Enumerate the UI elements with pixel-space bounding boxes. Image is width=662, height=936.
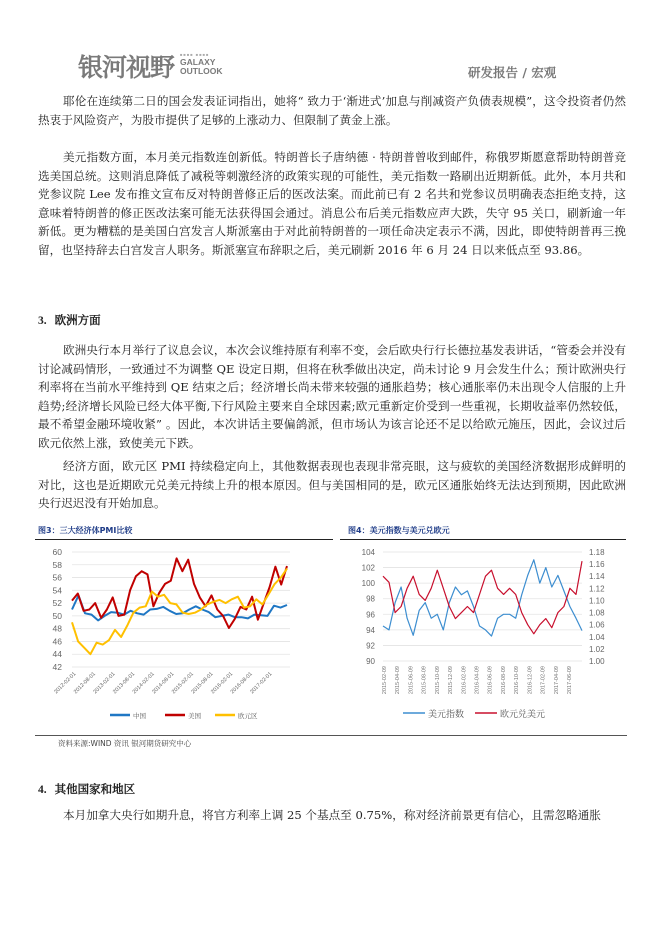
x-tick-label: 2016-08-09: [500, 666, 507, 695]
legend-label: 欧元区: [238, 713, 258, 720]
x-tick-label: 2015-10-09: [434, 666, 441, 695]
logo-english: GALAXY OUTLOOK: [180, 57, 223, 76]
paragraph-canada: 本月加拿大央行如期升息，将官方利率上调 25 个基点至 0.75%，称对经济前景更有信心，且需忽略通胀: [63, 808, 601, 822]
y-right-tick-label: 1.12: [589, 584, 605, 594]
y-right-tick-label: 1.00: [589, 657, 605, 666]
y-right-tick-label: 1.06: [589, 620, 605, 630]
y-tick-label: 50: [52, 610, 62, 621]
series-line: [72, 558, 287, 628]
x-tick-label: 2016-08-01: [229, 671, 254, 696]
y-tick-label: 54: [52, 585, 62, 596]
y-left-tick-label: 98: [366, 594, 375, 604]
x-tick-label: 2013-02-01: [92, 671, 117, 696]
section-heading-europe: 3. 欧洲方面: [38, 313, 101, 327]
y-right-tick-label: 1.10: [589, 596, 605, 606]
y-right-tick-label: 1.16: [589, 560, 605, 570]
y-right-tick-label: 1.14: [589, 572, 605, 582]
x-tick-label: 2016-04-09: [474, 666, 481, 695]
x-tick-label: 2017-04-09: [553, 666, 560, 695]
x-tick-label: 2017-02-09: [540, 666, 547, 695]
x-tick-label: 2016-06-09: [487, 666, 494, 695]
y-left-tick-label: 94: [366, 625, 375, 635]
source-note: 资料来源:WIND 资讯 银河期货研究中心: [58, 739, 192, 748]
x-tick-label: 2016-10-09: [514, 666, 521, 695]
x-tick-label: 2013-08-01: [112, 671, 137, 696]
y-tick-label: 42: [52, 662, 62, 672]
source-rule: [35, 735, 627, 736]
x-tick-label: 2016-02-09: [461, 666, 468, 695]
y-right-tick-label: 1.04: [589, 632, 605, 642]
x-tick-label: 2015-06-09: [408, 666, 415, 695]
y-left-tick-label: 104: [361, 548, 375, 557]
legend-label: 美元指数: [428, 709, 465, 719]
legend-label: 美国: [188, 713, 201, 720]
x-tick-label: 2017-06-09: [567, 666, 573, 695]
y-tick-label: 48: [52, 623, 62, 634]
x-tick-label: 2016-12-09: [527, 666, 534, 695]
y-left-tick-label: 92: [366, 641, 375, 651]
y-tick-label: 44: [52, 649, 62, 660]
x-tick-label: 2012-02-01: [53, 671, 78, 696]
series-line: [383, 561, 582, 634]
y-tick-label: 58: [52, 559, 62, 570]
chart-pmi-comparison: [35, 540, 330, 730]
chart2-title: 图4：美元指数与美元兑欧元: [348, 526, 450, 535]
x-tick-label: 2015-12-09: [448, 666, 455, 695]
x-tick-label: 2015-08-09: [421, 666, 428, 695]
y-tick-label: 52: [52, 598, 62, 609]
paragraph-dollar-index: 美元指数方面，本月美元指数连创新低。特朗普长子唐纳德 · 特朗普曾收到邮件，称俄罗斯愿意帮助特朗普竞选美国总统。这则消息降低了减税等刺激经济的政策实现的可能性，美元指数一路刷出近期新低。此外，本月共和党参议院 Lee 发布推文宣布反对特朗普修正后的医改法案。而此前已有 2 名共和党参议员明确表态拒绝支持，这意味着特朗普的修正医改法案可能无法获得国会通过。消息公布后美元指数应声大跌，失守 95 关口，刷新逾一年新低。更为糟糕的是美国白宫发言人斯派塞由于对此前特朗普的一项任命决定表示不满，因此，即使特朗普再三挽留，也坚持辞去白宫发言人职务。斯派塞宣布辞职之后，美元刷新 2016 年 6 月 24 日以来低点至 93.86。: [38, 150, 626, 257]
x-tick-label: 2015-02-01: [170, 671, 196, 696]
paragraph-ecb: 欧洲央行本月举行了议息会议，本次会议维持原有利率不变，会后欧央行行长德拉基发表讲话，“管委会并没有讨论减码情形，一致通过不为调整 QE 设定日期，但将在秋季做出决定，尚未讨论 9 月会发生什么；预计欧洲央行利率将在当前水平维持到 QE 结束之后；经济增长尚未带来较强的通胀趋势；核心通胀率仍未出现令人信服的上升趋势;经济增长风险已经大体平衡,下行风险主要来自全球因素;欧元重新定价受到一些重视，长期收益率仍然较低，最不希望金融环境收紧” 。因此，本次讲话主要偏鸽派，但市场认为该言论还不足以给欧元施压，因此，会议过后欧元依然上涨，致使美元下跌。: [38, 343, 626, 450]
x-tick-label: 2014-08-01: [151, 671, 176, 696]
y-left-tick-label: 100: [361, 579, 375, 589]
y-right-tick-label: 1.02: [589, 644, 605, 654]
chart1-title: 图3：三大经济体PMI比较: [38, 526, 133, 535]
paragraph-yellen: 耶伦在连续第二日的国会发表证词指出，她将“ 致力于‘渐进式’加息与削减资产负债表规模”，这令投资者仍然热衷于风险资产，为股市提供了足够的上涨动力、但限制了黄金上涨。: [38, 94, 626, 127]
report-category: 研发报告 / 宏观: [468, 65, 557, 80]
section-heading-other: 4. 其他国家和地区: [38, 782, 136, 796]
x-tick-label: 2015-02-09: [382, 666, 388, 695]
y-tick-label: 60: [52, 547, 62, 557]
legend-label: 欧元兑美元: [500, 709, 546, 719]
y-left-tick-label: 96: [366, 610, 375, 620]
x-tick-label: 2012-08-01: [72, 671, 98, 696]
x-tick-label: 2014-02-01: [131, 671, 156, 696]
y-right-tick-label: 1.18: [589, 548, 605, 557]
y-tick-label: 46: [52, 636, 62, 647]
y-tick-label: 56: [52, 572, 62, 583]
legend-label: 中国: [133, 713, 146, 720]
series-line: [383, 560, 582, 636]
x-tick-label: 2015-04-09: [395, 666, 402, 695]
y-right-tick-label: 1.08: [589, 608, 605, 618]
x-tick-label: 2017-02-01: [249, 671, 274, 696]
y-left-tick-label: 90: [366, 657, 375, 666]
x-tick-label: 2016-02-01: [210, 671, 235, 696]
logo-text: 银河视野: [78, 53, 175, 82]
chart-dollar-index-eurusd: [345, 540, 627, 725]
y-left-tick-label: 102: [361, 563, 375, 573]
x-tick-label: 2015-08-01: [190, 671, 215, 696]
paragraph-euro-economy: 经济方面，欧元区 PMI 持续稳定向上，其他数据表现也表现非常亮眼，这与疲软的美国经济数据形成鲜明的对比，这也是近期欧元兑美元持续上升的根本原因。但与美国相同的是，欧元区通胀始终无法达到预期，因此欧洲央行迟迟没有开始加息。: [38, 459, 626, 511]
logo-decoration: ■■■■ ■■■■: [180, 52, 210, 57]
